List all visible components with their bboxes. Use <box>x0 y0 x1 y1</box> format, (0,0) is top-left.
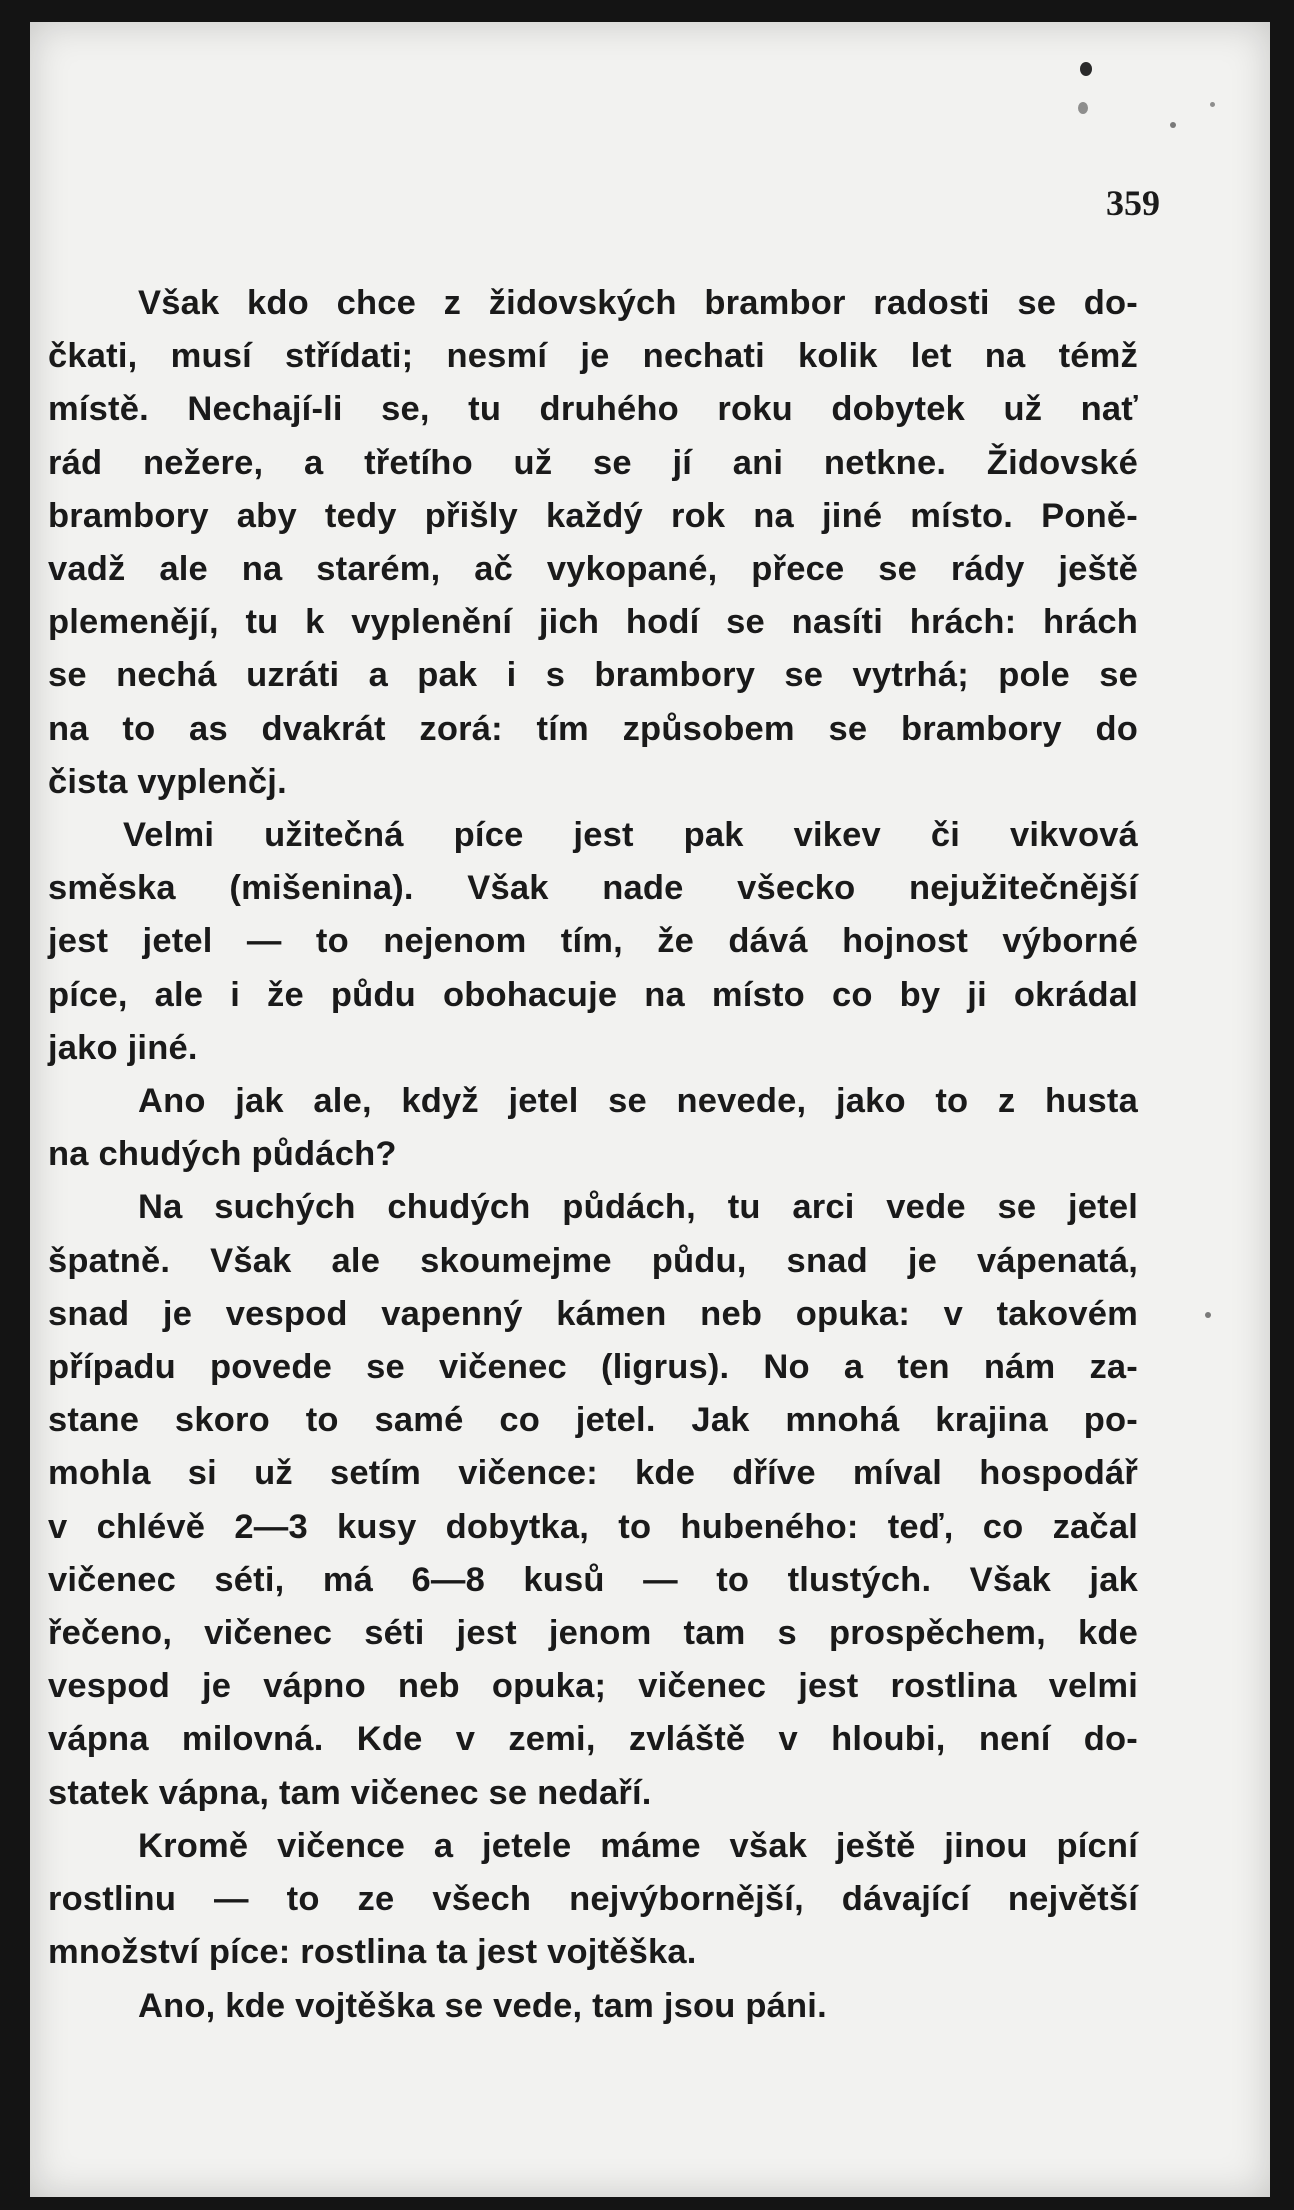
scan-speck <box>1210 102 1215 107</box>
scan-speck <box>1078 102 1088 114</box>
page-number: 359 <box>1106 183 1160 223</box>
text-line: místě. Nechají-li se, tu druhého roku dobytek už nať <box>48 390 1138 429</box>
page-body <box>48 277 1138 2033</box>
text-line: píce, ale i že půdu obohacuje na místo co by ji okrádal <box>48 975 1138 1014</box>
text-line: případu povede se vičenec (ligrus). No a ten nám za- <box>48 1348 1138 1387</box>
text-line: vápna milovná. Kde v zemi, zvláště v hloubi, není do- <box>48 1720 1138 1759</box>
text-line: rostlinu — to ze všech nejvýbornější, dávající největší <box>48 1880 1138 1919</box>
book-page <box>30 22 1270 2197</box>
text-line: jako jiné. <box>48 1028 198 1067</box>
text-line: čista vyplenčj. <box>48 762 287 801</box>
text-line: vičenec séti, má 6—8 kusů — to tlustých. Však jak <box>48 1560 1138 1599</box>
text-line: vadž ale na starém, ač vykopané, přece se rády ještě <box>48 550 1138 589</box>
text-line: čkati, musí střídati; nesmí je nechati kolik let na témž <box>48 337 1138 376</box>
text-line: směska (mišenina). Však nade všecko nejužitečnější <box>48 869 1138 908</box>
text-line: Kromě vičence a jetele máme však ještě jinou pícní <box>138 1826 1138 1865</box>
text-line: vespod je vápno neb opuka; vičenec jest rostlina velmi <box>48 1667 1138 1706</box>
text-line: v chlévě 2—3 kusy dobytka, to hubeného: teď, co začal <box>48 1507 1138 1546</box>
text-line: Ano, kde vojtěška se vede, tam jsou páni. <box>138 1986 827 2025</box>
text-line: statek vápna, tam vičenec se nedaří. <box>48 1773 652 1812</box>
text-line: Velmi užitečná píce jest pak vikev či vikvová <box>123 816 1138 855</box>
text-line: jest jetel — to nejenom tím, že dává hojnost výborné <box>48 922 1138 961</box>
text-line: řečeno, vičenec séti jest jenom tam s prospěchem, kde <box>48 1614 1138 1653</box>
text-line: Na suchých chudých půdách, tu arci vede se jetel <box>138 1188 1138 1227</box>
text-line: na to as dvakrát zorá: tím způsobem se brambory do <box>48 709 1138 748</box>
text-line: množství píce: rostlina ta jest vojtěška. <box>48 1933 697 1972</box>
scan-speck <box>1205 1312 1211 1318</box>
text-line: brambory aby tedy přišly každý rok na jiné místo. Poně- <box>48 496 1138 535</box>
text-line: rád nežere, a třetího už se jí ani netkne. Židovské <box>48 443 1138 482</box>
text-line: špatně. Však ale skoumejme půdu, snad je vápenatá, <box>48 1241 1138 1280</box>
text-line: snad je vespod vapenný kámen neb opuka: v takovém <box>48 1294 1138 1333</box>
text-line: Však kdo chce z židovských brambor radosti se do- <box>138 284 1138 322</box>
text-line: stane skoro to samé co jetel. Jak mnohá krajina po- <box>48 1401 1138 1440</box>
scan-speck <box>1170 122 1176 128</box>
text-line: se nechá uzráti a pak i s brambory se vytrhá; pole se <box>48 656 1138 695</box>
text-line: plemenějí, tu k vyplenění jich hodí se nasíti hrách: hrách <box>48 603 1138 642</box>
scan-speck <box>1080 62 1092 76</box>
text-line: mohla si už setím vičence: kde dříve míval hospodář <box>48 1454 1138 1493</box>
text-line: na chudých půdách? <box>48 1135 397 1174</box>
text-line: Ano jak ale, když jetel se nevede, jako to z husta <box>138 1082 1138 1121</box>
